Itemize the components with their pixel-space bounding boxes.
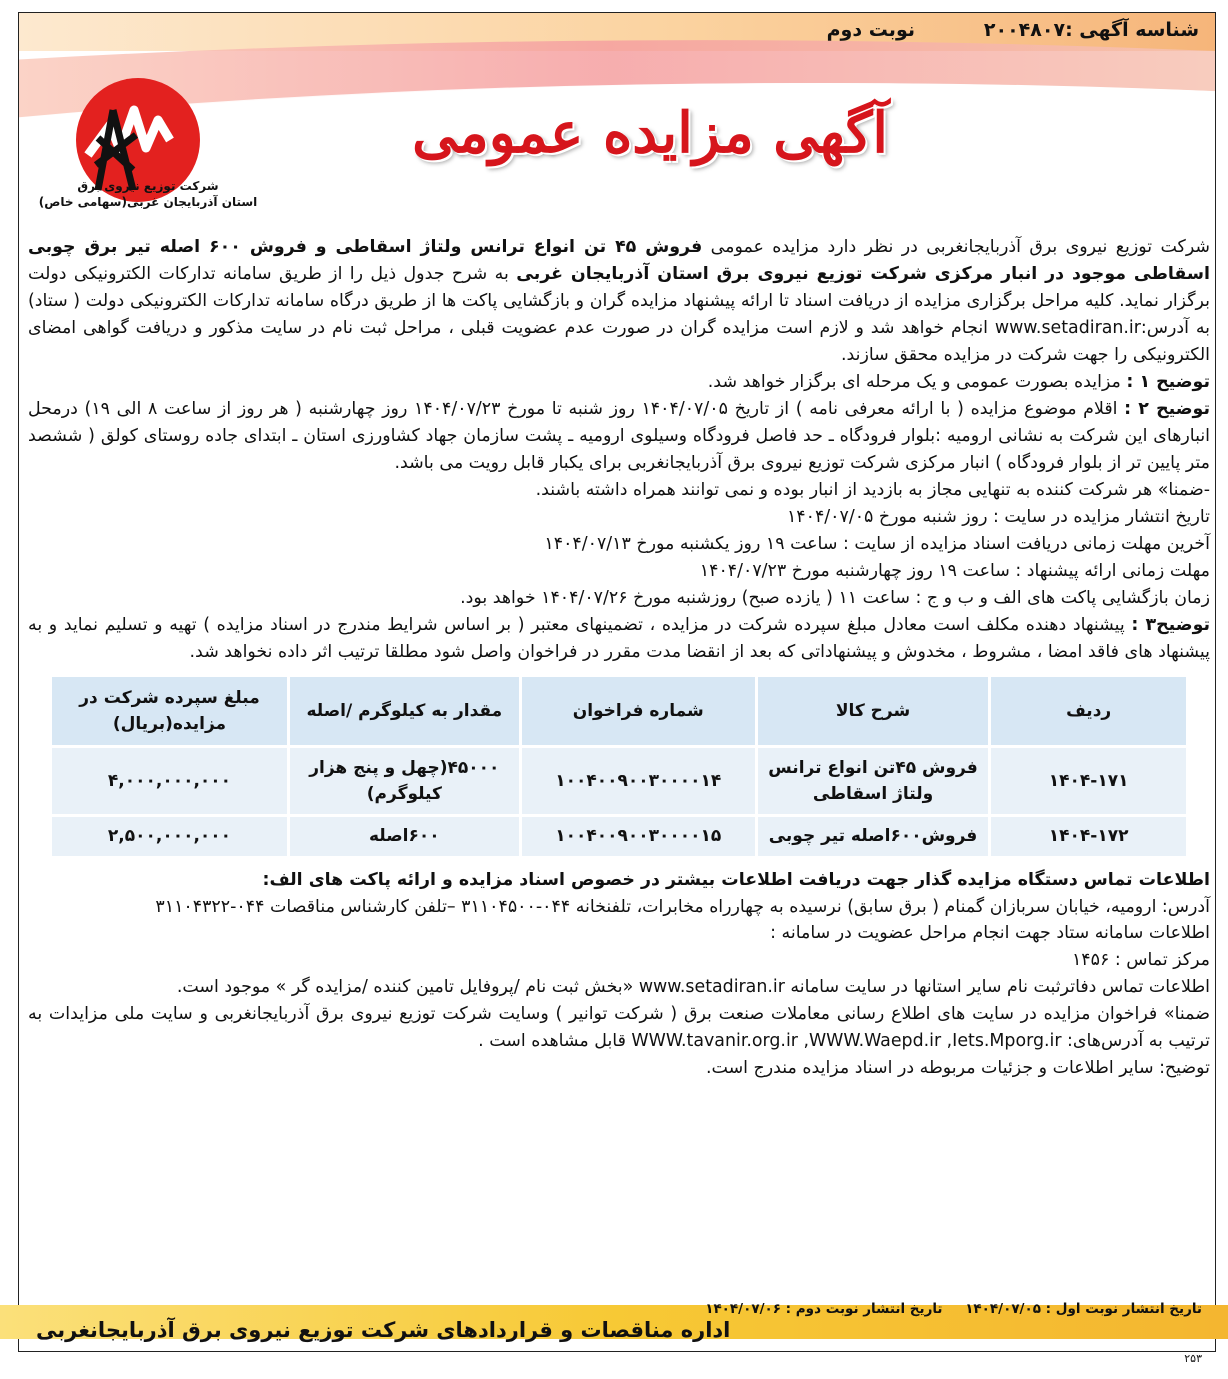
date-deadline-docs: آخرین مهلت زمانی دریافت اسناد مزایده از سایت : ساعت ۱۹ روز یکشنبه مورخ ۱۴۰۴/۰۷/۱۳ bbox=[544, 533, 1210, 554]
contact-heading: اطلاعات تماس دستگاه مزایده گذار جهت دریافت اطلاعات بیشتر در خصوص اسناد مزایده و ارائه پاکت های الف: bbox=[262, 869, 1210, 890]
date-opening: زمان بازگشایی پاکت های الف و ب و ج : ساعت ۱۱ ( یازده صبح) روزشنبه مورخ ۱۴۰۴/۰۷/۲۶ خواهد بود. bbox=[460, 587, 1210, 608]
note-3-label: توضیح۳ : bbox=[1131, 614, 1211, 635]
table-cell: ۲,۵۰۰,۰۰۰,۰۰۰ bbox=[52, 817, 287, 855]
intro-text-2: به شرح جدول ذیل را از طریق سامانه تدارکات الکترونیکی دولت برگزار نماید. کلیه مراحل برگزاری مزایده از دریافت اسناد تا ارائه پیشنهاد مزایده گران و بازگشایی پاکت ها از طریق درگاه سامانه تدارکات الکترونیکی دولت ( ستاد) به آدرس:www.setadiran.ir انجام خواهد شد و لازم است مزایده گران در صورت عدم عضویت قبلی ، مراحل ثبت نام در سایت مذکور و دریافت گواهی امضای الکترونیکی را جهت شرکت در مزایده محقق سازند. bbox=[28, 263, 1210, 365]
note-2-label: توضیح ۲ : bbox=[1124, 398, 1210, 419]
table-cell: ۱۰۰۴۰۰۹۰۰۳۰۰۰۰۱۴ bbox=[522, 748, 755, 814]
intro-paragraph bbox=[28, 234, 1210, 369]
note-1-label: توضیح ۱ : bbox=[1126, 371, 1210, 392]
registration-offices: اطلاعات تماس دفاترثبت نام سایر استانها در سایت سامانه www.setadiran.ir «بخش ثبت نام /پروفایل تامین کننده /مزایده گر » موجود است. bbox=[176, 977, 1210, 998]
items-table bbox=[49, 674, 1189, 859]
publication-dates bbox=[687, 1301, 1202, 1317]
table-header: ردیف bbox=[991, 677, 1186, 746]
table-cell: ۱۴۰۴-۱۷۲ bbox=[991, 817, 1186, 855]
call-center: مرکز تماس : ۱۴۵۶ bbox=[1071, 950, 1210, 971]
table-header: شماره فراخوان bbox=[522, 677, 755, 746]
table-header: شرح کالا bbox=[758, 677, 989, 746]
date-deadline-offer: مهلت زمانی ارائه پیشنهاد : ساعت ۱۹ روز چهارشنبه مورخ ۱۴۰۴/۰۷/۲۳ bbox=[699, 560, 1210, 581]
ad-id: شناسه آگهی :۲۰۰۴۸۰۷ bbox=[983, 19, 1199, 41]
note-3-text: پیشنهاد دهنده مکلف است معادل مبلغ سپرده شرکت در مزایده ، تضمینهای معتبر ( بر اساس شرایط مندرج در اسناد مزایده ) تهیه و تسلیم نماید و به پیشنهاد های فاقد امضا ، مشروط ، مخدوش و پیشنهاداتی که بعد از انقضا مدت مقرر در فراخوان واصل شود مطلقا ترتیب اثر داده نخواهد شد. bbox=[28, 614, 1210, 662]
office-name: اداره مناقصات و قراردادهای شرکت توزیع نیروی برق آذربایجانغربی bbox=[36, 1318, 731, 1342]
note-2 bbox=[28, 396, 1210, 477]
page-number: ۲۵۳ bbox=[1184, 1352, 1202, 1365]
table-cell: فروش ۴۵تن انواع ترانس ولتاژ اسقاطی bbox=[758, 748, 989, 814]
note-3 bbox=[28, 612, 1210, 666]
setad-heading: اطلاعات سامانه ستاد جهت انجام مراحل عضویت در سامانه : bbox=[770, 923, 1210, 944]
table-row bbox=[52, 817, 1186, 855]
table-cell: ۴,۰۰۰,۰۰۰,۰۰۰ bbox=[52, 748, 287, 814]
logo-caption bbox=[28, 178, 268, 210]
publication-round: نوبت دوم bbox=[826, 19, 915, 41]
second-publication: تاریخ انتشار نوبت دوم : ۱۴۰۴/۰۷/۰۶ bbox=[705, 1301, 943, 1317]
logo-caption-line2: استان آذربایجان غربی(سهامی خاص) bbox=[38, 195, 258, 210]
note-2b: -ضمنا» هر شرکت کننده به تنهایی مجاز به بازدید از انبار بوده و نمی توانند همراه داشته باشند. bbox=[535, 479, 1210, 500]
table-cell: ۶۰۰اصله bbox=[290, 817, 519, 855]
note-1 bbox=[28, 369, 1210, 396]
ad-body bbox=[28, 234, 1210, 1082]
table-cell: ۱۴۰۴-۱۷۱ bbox=[991, 748, 1186, 814]
table-header: مبلغ سپرده شرکت در مزایده(بریال) bbox=[52, 677, 287, 746]
note-2-text: اقلام موضوع مزایده ( با ارائه معرفی نامه ) از تاریخ ۱۴۰۴/۰۷/۰۵ روز شنبه تا مورخ ۱۴۰۴/۰۷/۲۳ روز چهارشنبه ( هر روز از ساعت ۸ الی ۱۹) درمحل انبارهای این شرکت به نشانی ارومیه :بلوار فرودگاه ـ حد فاصل فرودگاه وسیلوی ارومیه ـ پشت سازمان جهاد کشاورزی استان ـ ابتدای جاده روستای کولق ( ششصد متر پایین تر از بلوار فرودگاه ) انبار مرکزی شرکت توزیع نیروی برق آذربایجانغربی برای یکبار قابل رویت می باشد. bbox=[28, 398, 1210, 473]
final-note: توضیح: سایر اطلاعات و جزئیات مربوطه در اسناد مزایده مندرج است. bbox=[706, 1058, 1210, 1079]
websites: ضمنا» فراخوان مزایده در سایت های اطلاع رسانی معاملات صنعت برق ( شرکت توانیر ) وسایت شرکت توزیع نیروی برق آذربایجانغربی و سایت ملی مزایدات به ترتیب به آدرس‌های: WWW.tavanir.org.ir ,WWW.Waepd.ir ,Iets.Mporg.ir قابل مشاهده است . bbox=[28, 1004, 1210, 1052]
first-publication: تاریخ انتشار نوبت اول : ۱۴۰۴/۰۷/۰۵ bbox=[965, 1301, 1202, 1317]
note-1-text: مزایده بصورت عمومی و یک مرحله ای برگزار خواهد شد. bbox=[707, 371, 1121, 392]
intro-text: شرکت توزیع نیروی برق آذربایجانغربی در نظر دارد مزایده عمومی bbox=[710, 237, 1210, 257]
page-title: آگهی مزایده عمومی bbox=[412, 100, 888, 166]
intro-bold: فروش ۴۵ تن انواع ترانس ولتاژ اسقاطی و فروش ۶۰۰ اصله تیر برق چوبی اسقاطی موجود در انبار مرکزی شرکت توزیع نیروی برق استان آذربایجان غربی bbox=[28, 237, 1210, 284]
table-cell: فروش۶۰۰اصله تیر چوبی bbox=[758, 817, 989, 855]
contact-address: آدرس: ارومیه، خیابان سربازان گمنام ( برق سابق) نرسیده به چهارراه مخابرات، تلفنخانه ۰۴۴-۳۱۱۰۴۵۰۰ –تلفن کارشناس مناقصات ۰۴۴-۳۱۱۰۴۳۲۲ bbox=[155, 896, 1210, 917]
table-row bbox=[52, 748, 1186, 814]
table-cell: ۴۵۰۰۰(چهل و پنج هزار کیلوگرم) bbox=[290, 748, 519, 814]
table-header-row bbox=[52, 677, 1186, 746]
table-header: مقدار به کیلوگرم /اصله bbox=[290, 677, 519, 746]
logo-caption-line1: شرکت توزیع نیروی برق bbox=[77, 179, 219, 193]
table-cell: ۱۰۰۴۰۰۹۰۰۳۰۰۰۰۱۵ bbox=[522, 817, 755, 855]
date-publish: تاریخ انتشار مزایده در سایت : روز شنبه مورخ ۱۴۰۴/۰۷/۰۵ bbox=[786, 506, 1210, 527]
